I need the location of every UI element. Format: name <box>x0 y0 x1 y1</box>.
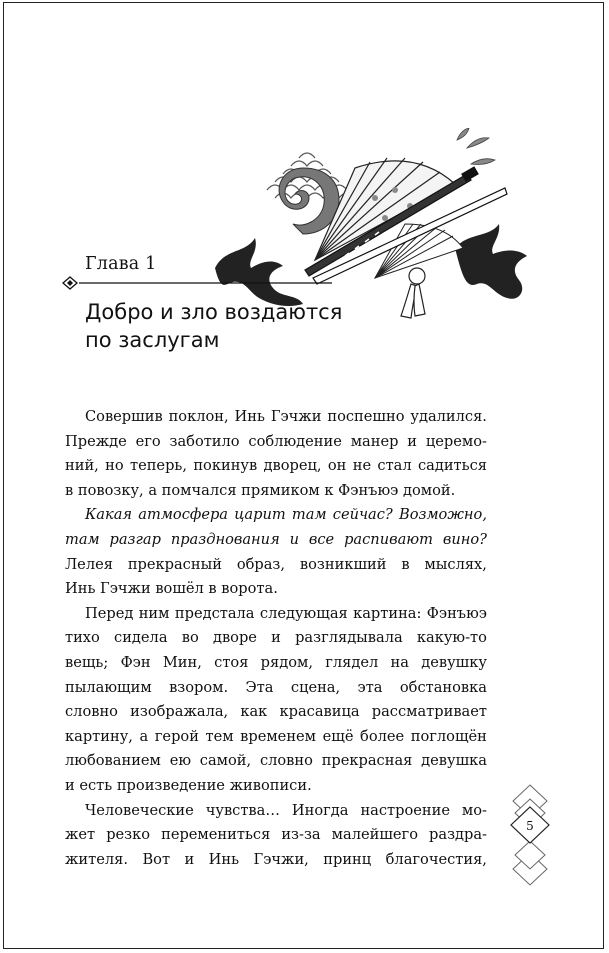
body-text <box>65 405 487 872</box>
chapter-title-line: по заслугам <box>85 328 220 352</box>
text-line: Инь Гэчжи вошёл в ворота. <box>65 580 278 598</box>
text-line: ний, но теперь, покинув дворец, он не стал садиться <box>65 457 487 475</box>
text-line: Лелея прекрасный образ, возникший в мыслях, <box>65 555 487 573</box>
page-number-block <box>509 783 551 889</box>
text-line: жет резко перемениться из-за малейшего раздра- <box>65 826 487 844</box>
text-line: вещь; Фэн Мин, стоя рядом, глядел на девушку <box>65 653 487 671</box>
splash-right <box>455 224 527 299</box>
text-line: словно изображала, как красавица рассматривает <box>65 703 487 721</box>
text-line: Человеческие чувства… Иногда настроение мо- <box>85 801 487 819</box>
text-line: Какая атмосфера царит там сейчас? Возможно, <box>85 506 487 524</box>
bamboo-leaves <box>457 128 495 165</box>
diamond-stack-ornament <box>509 783 551 889</box>
text-line: Перед ним предстала следующая картина: Фэнъюэ <box>85 604 487 622</box>
chapter-title-line: Добро и зло воздаются <box>85 300 343 324</box>
text-line: тихо сидела во дворе и разглядывала какую-то <box>65 629 487 647</box>
text-line: Прежде его заботило соблюдение манер и церемо- <box>65 432 487 450</box>
tassel <box>401 268 425 318</box>
text-line: жителя. Вот и Инь Гэчжи, принц благочестия, <box>65 850 487 868</box>
chapter-label: Глава 1 <box>85 254 157 274</box>
page-number: 5 <box>526 819 534 833</box>
text-line: Совершив поклон, Инь Гэчжи поспешно удалился. <box>85 408 487 425</box>
text-line: там разгар празднования и все распивают вино? <box>65 530 487 548</box>
text-line: пылающим взором. Эта сцена, эта обстановка <box>65 678 487 696</box>
splash-left <box>215 238 303 306</box>
chapter-title <box>85 298 342 354</box>
text-line: в повозку, а помчался прямиком к Фэнъюэ домой. <box>65 481 456 499</box>
text-line: любованием ею самой, словно прекрасная девушка <box>65 752 487 770</box>
chapter-rule <box>62 276 332 290</box>
text-line: картину, а герой тем временем ещё более поглощён <box>65 727 487 745</box>
text-line: и есть произведение живописи. <box>65 776 312 794</box>
